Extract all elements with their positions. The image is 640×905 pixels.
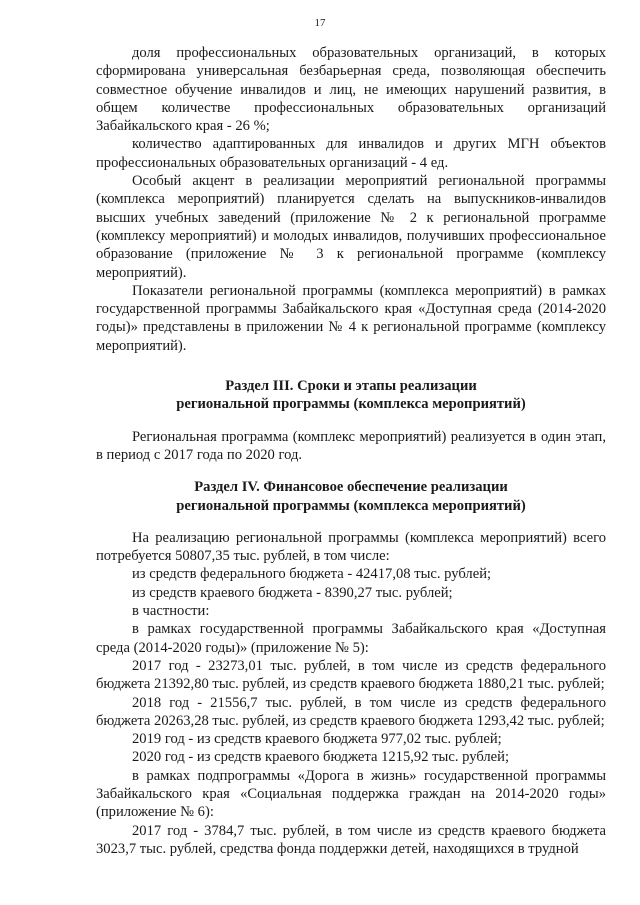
paragraph-barrier-free-share: доля профессиональных образовательных организаций, в которых сформирована универсальная безбарьерная среда, позволяющая обеспечить совместное обучение инвалидов и лиц, не имеющих нарушений развития, в общем количестве профессиональных образовательных организаций Забайкальского края - 26 %; (96, 45, 606, 135)
paragraph-adapted-objects: количество адаптированных для инвалидов и других МГН объектов профессиональных образовательных организаций - 4 ед. (96, 136, 606, 171)
paragraph-total-funding: На реализацию региональной программы (комплекса мероприятий) всего потребуется 50807,35 тыс. рублей, в том числе: (96, 529, 606, 565)
section-3-title-line2: региональной программы (комплекса мероприятий) (176, 396, 526, 413)
paragraph-regional-budget: из средств краевого бюджета - 8390,27 тыс. рублей; (132, 584, 453, 601)
paragraph-in-particular: в частности: (132, 603, 210, 620)
section-3-title-line1: Раздел III. Сроки и этапы реализации (225, 378, 477, 395)
page-number: 17 (314, 17, 326, 29)
paragraph-federal-budget: из средств федерального бюджета - 42417,08 тыс. рублей; (132, 566, 492, 583)
paragraph-year-2017: 2017 год - 23273,01 тыс. рублей, в том числе из средств федерального бюджета 21392,80 тыс. рублей, из средств краевого бюджета 1880,21 тыс. рублей; (96, 657, 606, 693)
paragraph-year-2018: 2018 год - 21556,7 тыс. рублей, в том числе из средств федерального бюджета 20263,28 тыс. рублей, из средств краевого бюджета 1293,42 тыс. рублей; (96, 694, 606, 729)
paragraph-state-program: в рамках государственной программы Забайкальского края «Доступная среда (2014-2020 годы)» (приложение № 5): (96, 621, 606, 656)
section-3-text: Региональная программа (комплекс мероприятий) реализуется в один этап, в период с 2017 года по 2020 год. (96, 428, 606, 463)
paragraph-special-focus: Особый акцент в реализации мероприятий региональной программы (комплекса мероприятий) планируется сделать на выпускников-инвалидов высших учебных заведений (приложение № 2 к региональной программе (комплексу мероприятий) и молодых инвалидов, получивших профессиональное образование (приложение № 3 к региональной программе (комплексу мероприятий). (96, 173, 606, 281)
section-4-title-line1: Раздел IV. Финансовое обеспечение реализации (194, 479, 508, 496)
document-body (96, 44, 606, 858)
paragraph-subprogram: в рамках подпрограммы «Дорога в жизнь» государственной программы Забайкальского края «Социальная поддержка граждан на 2014-2020 годы» (приложение № 6): (96, 767, 606, 821)
paragraph-year-2020: 2020 год - из средств краевого бюджета 1215,92 тыс. рублей; (132, 749, 510, 766)
section-4-title-line2: региональной программы (комплекса мероприятий) (176, 497, 526, 514)
paragraph-year-2019: 2019 год - из средств краевого бюджета 977,02 тыс. рублей; (132, 731, 502, 748)
paragraph-indicators: Показатели региональной программы (комплекса мероприятий) в рамках государственной программы Забайкальского края «Доступная среда (2014-2020 годы)» представлены в приложении № 4 к региональной программе (комплексу мероприятий). (96, 282, 606, 354)
paragraph-subprogram-2017: 2017 год - 3784,7 тыс. рублей, в том числе из средств краевого бюджета 3023,7 тыс. рублей, средства фонда поддержки детей, находящихся в трудной (96, 822, 606, 857)
